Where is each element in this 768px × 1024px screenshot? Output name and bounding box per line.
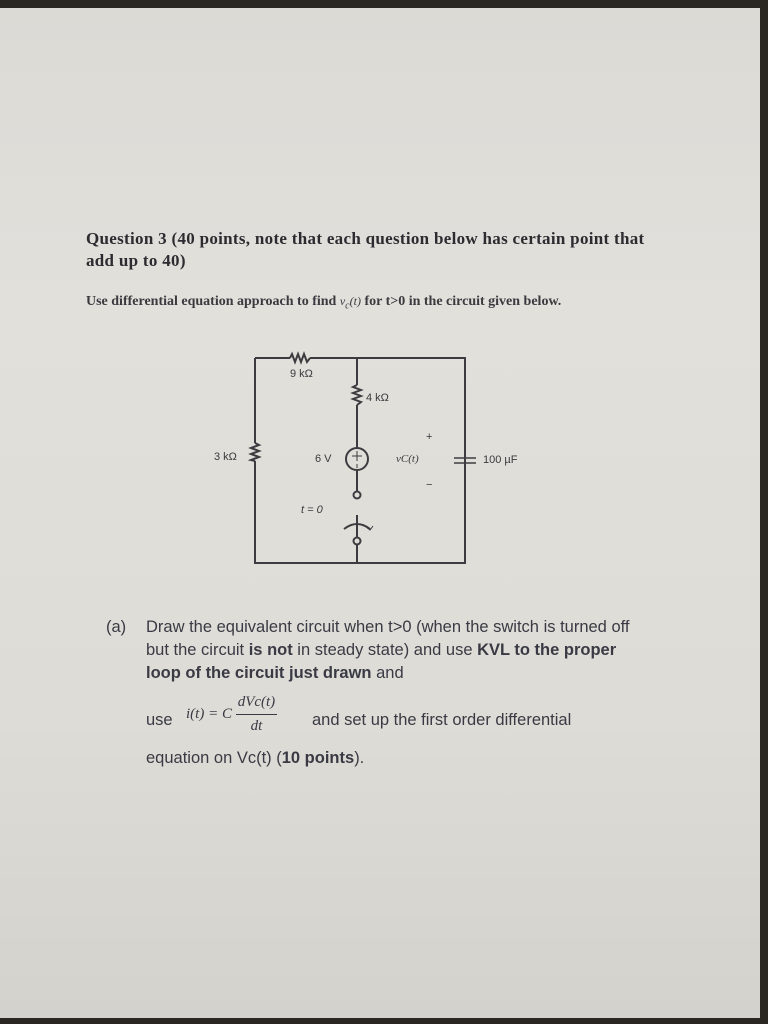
label-4k: 4 kΩ — [366, 392, 389, 404]
label-100uf: 100 µF — [483, 454, 518, 466]
instruction-pre: Use differential equation approach to find — [86, 294, 337, 309]
resistor-4k — [353, 385, 361, 405]
derivative-fraction: $\frac{\text{dVc(t)}}{dt}$ — [236, 691, 277, 738]
equation-target-line: equation on Vc(t) (10 points). — [146, 749, 365, 767]
instruction-variable: $v_c(t)$ — [339, 294, 361, 312]
label-9k: 9 kΩ — [290, 368, 313, 380]
equation-line — [146, 691, 646, 743]
instruction-post: for t>0 in the circuit given below. — [364, 294, 562, 309]
question-title: Question 3 (40 points, note that each question below has certain point that add up to 40) — [86, 229, 645, 270]
label-cap-minus: − — [426, 479, 433, 491]
use-word: use — [146, 711, 173, 729]
part-a-label: (a) — [106, 618, 127, 636]
circuit-diagram — [200, 343, 518, 573]
resistor-9k — [290, 354, 310, 362]
switch-terminal-bottom — [354, 538, 361, 545]
part-a-body: Draw the equivalent circuit when t>0 (when the switch is turned off but the circuit is not in steady state) and use KVL to the proper loop of the circuit just drawn and use i(t) = C $\frac{\text{dVc(t)}}{dt}$ and set up the first order differential equation on Vc(t) (10 points). — [146, 616, 646, 770]
label-6v: 6 V — [315, 453, 332, 465]
label-switch: t = 0 — [301, 504, 323, 516]
label-cap-plus: + — [426, 431, 433, 443]
paper-sheet — [0, 8, 760, 1018]
resistor-3k — [251, 443, 259, 461]
current-formula: i(t) = C $\frac{\text{dVc(t)}}{dt}$ — [186, 691, 277, 738]
label-3k: 3 kΩ — [214, 451, 237, 463]
question-instruction — [86, 290, 656, 317]
switch-terminal-top — [354, 492, 361, 499]
label-vc: vC(t) — [396, 453, 419, 465]
rest-text: and set up the first order differential — [312, 711, 572, 729]
source-plus — [352, 451, 362, 461]
